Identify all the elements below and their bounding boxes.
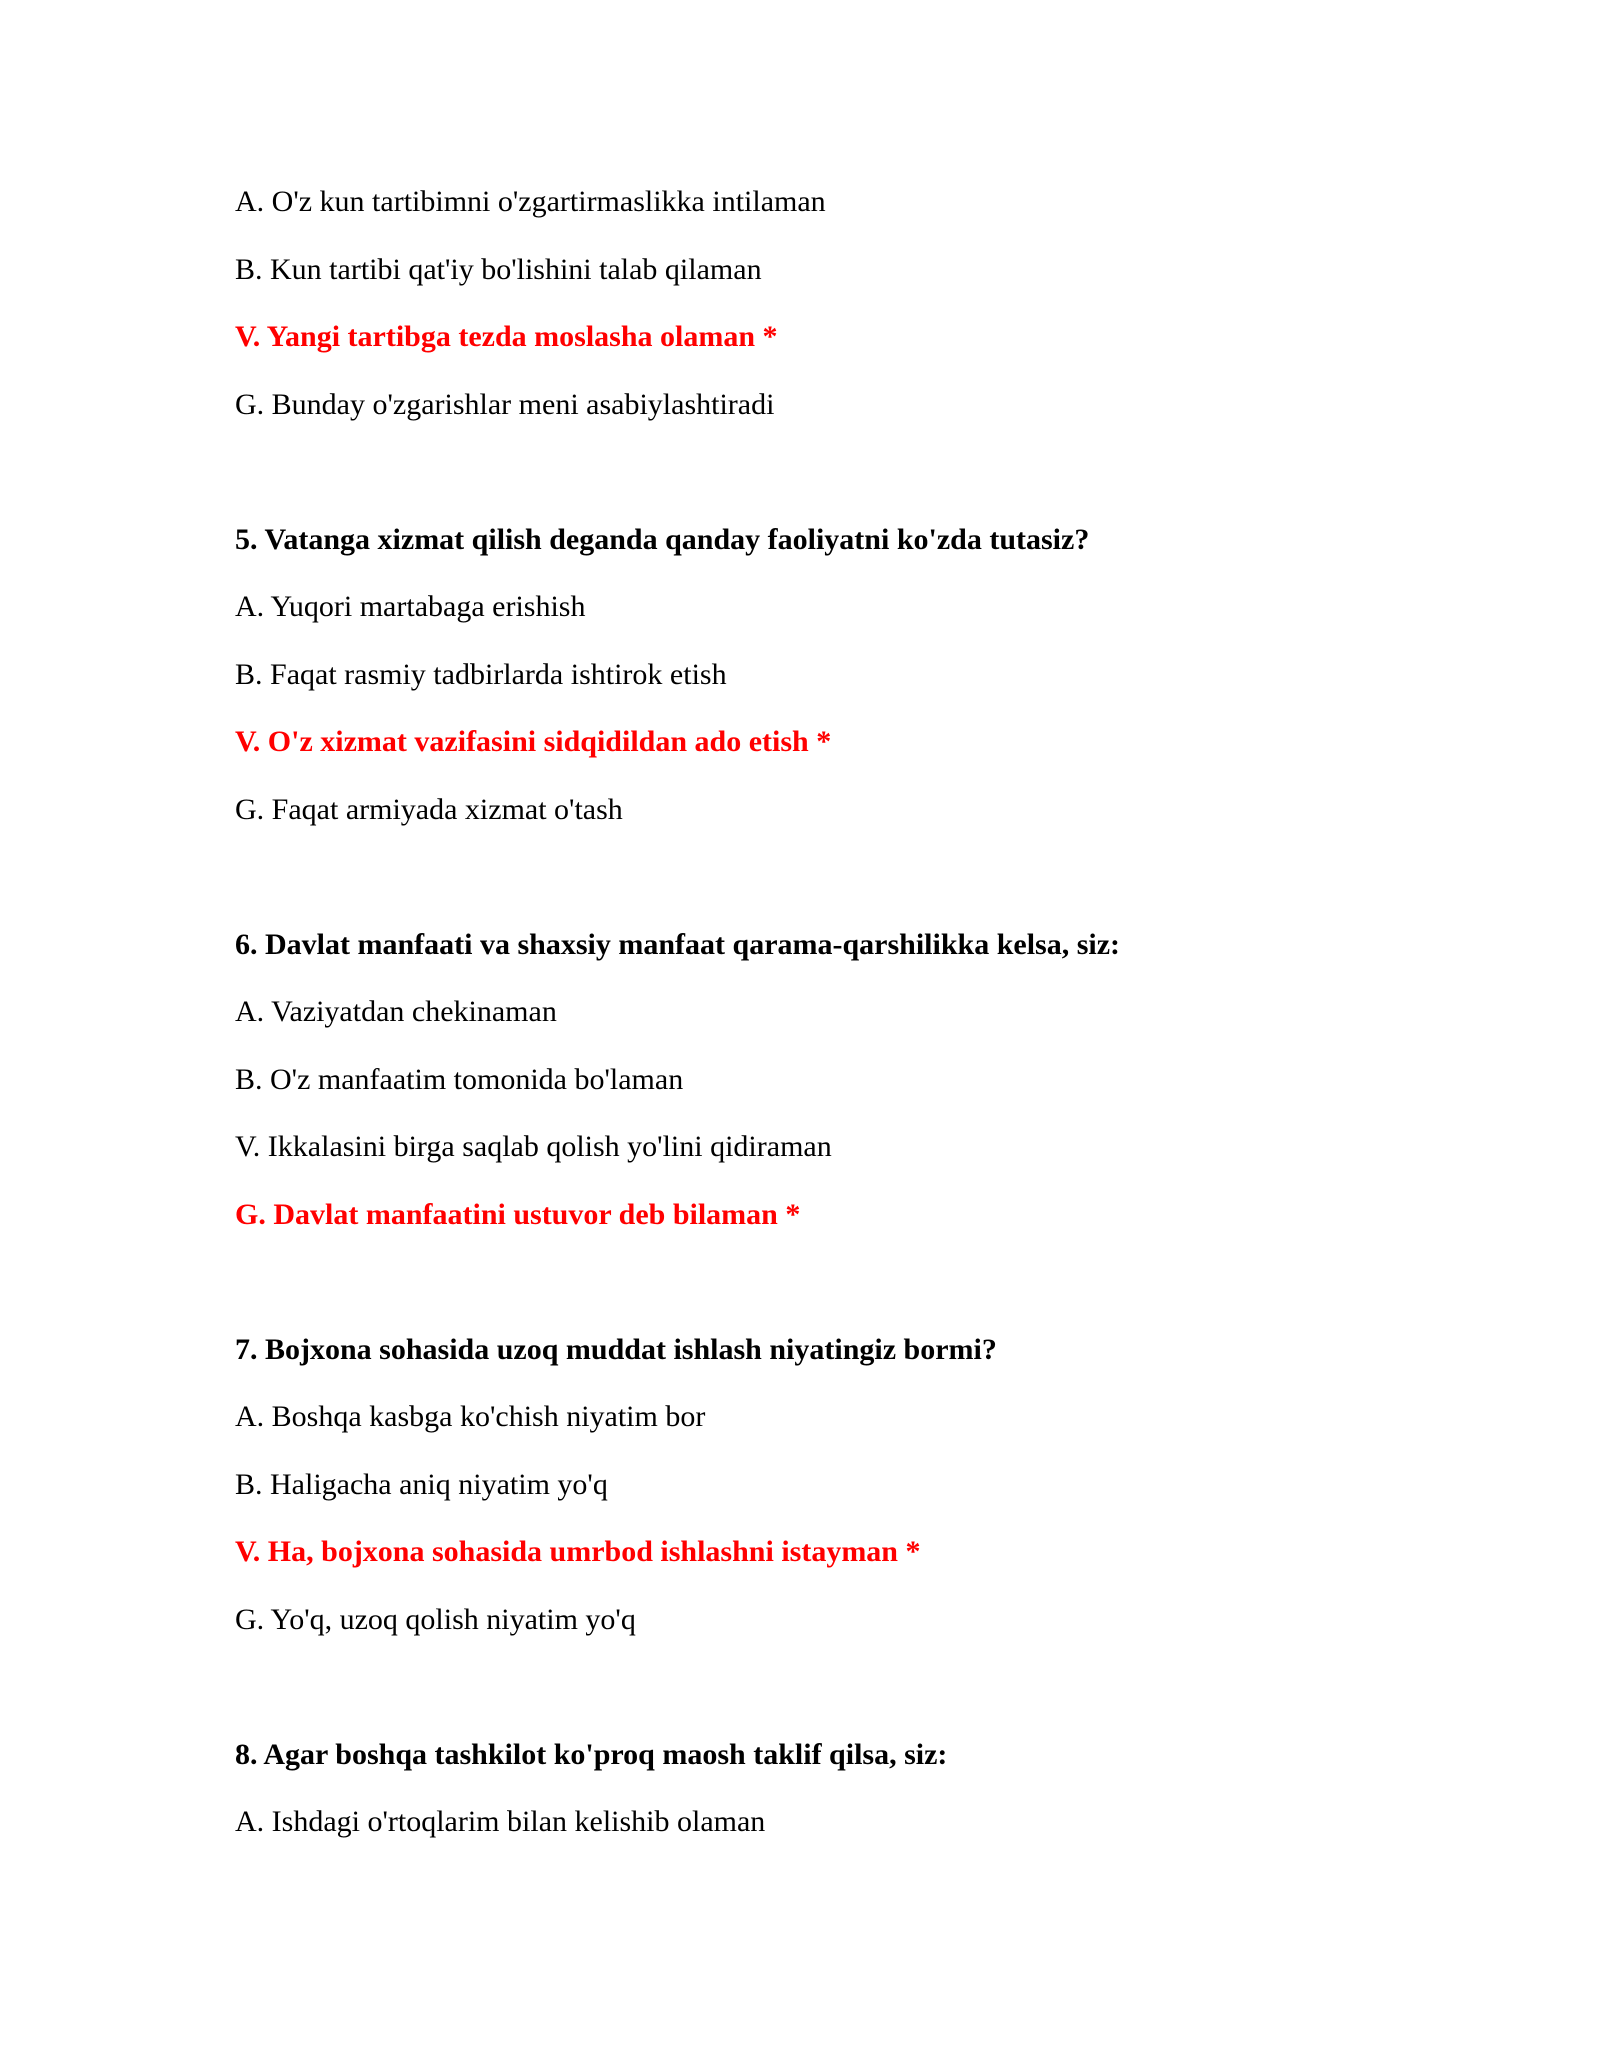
correct-option-line: V. O'z xizmat vazifasini sidqidildan ado etish * [235, 725, 832, 758]
correct-option-line: V. Yangi tartibga tezda moslasha olaman * [235, 320, 778, 353]
block-spacer [235, 1264, 1435, 1332]
option-line: B. Kun tartibi qat'iy bo'lishini talab qilaman [235, 252, 762, 286]
option-line: A. Boshqa kasbga ko'chish niyatim bor [235, 1400, 706, 1433]
option-line: V. Ikkalasini birga saqlab qolish yo'lini qidiraman [235, 1130, 832, 1163]
option-line: B. Faqat rasmiy tadbirlarda ishtirok etish [235, 657, 727, 691]
correct-option-line: V. Ha, bojxona sohasida umrbod ishlashni istayman * [235, 1535, 921, 1568]
question-title: 5. Vatanga xizmat qilish deganda qanday faoliyatni ko'zda tutasiz? [235, 522, 1090, 556]
option-line: G. Yo'q, uzoq qolish niyatim yo'q [235, 1602, 636, 1636]
option-line: A. O'z kun tartibimni o'zgartirmaslikka intilaman [235, 185, 826, 218]
question-block-6 [235, 927, 1435, 1233]
correct-option-line: G. Davlat manfaatini ustuvor deb bilaman * [235, 1197, 801, 1231]
option-line: A. Yuqori martabaga erishish [235, 590, 586, 623]
question-block-5 [235, 522, 1435, 828]
option-line: G. Faqat armiyada xizmat o'tash [235, 792, 623, 826]
block-spacer [235, 1669, 1435, 1737]
question-title: 6. Davlat manfaati va shaxsiy manfaat qarama-qarshilikka kelsa, siz: [235, 927, 1121, 961]
block-spacer [235, 859, 1435, 927]
question-block-8 [235, 1737, 1435, 1841]
question-title: 8. Agar boshqa tashkilot ko'proq maosh taklif qilsa, siz: [235, 1737, 948, 1771]
quiz-content [235, 184, 1435, 1872]
option-line: B. Haligacha aniq niyatim yo'q [235, 1467, 608, 1501]
option-line: A. Ishdagi o'rtoqlarim bilan kelishib olaman [235, 1805, 766, 1838]
question-title: 7. Bojxona sohasida uzoq muddat ishlash niyatingiz bormi? [235, 1332, 997, 1366]
option-line: G. Bunday o'zgarishlar meni asabiylashtiradi [235, 387, 775, 421]
question-block-4-options [235, 184, 1435, 423]
block-spacer [235, 454, 1435, 522]
question-block-7 [235, 1332, 1435, 1638]
option-line: A. Vaziyatdan chekinaman [235, 995, 557, 1028]
option-line: B. O'z manfaatim tomonida bo'laman [235, 1062, 684, 1096]
